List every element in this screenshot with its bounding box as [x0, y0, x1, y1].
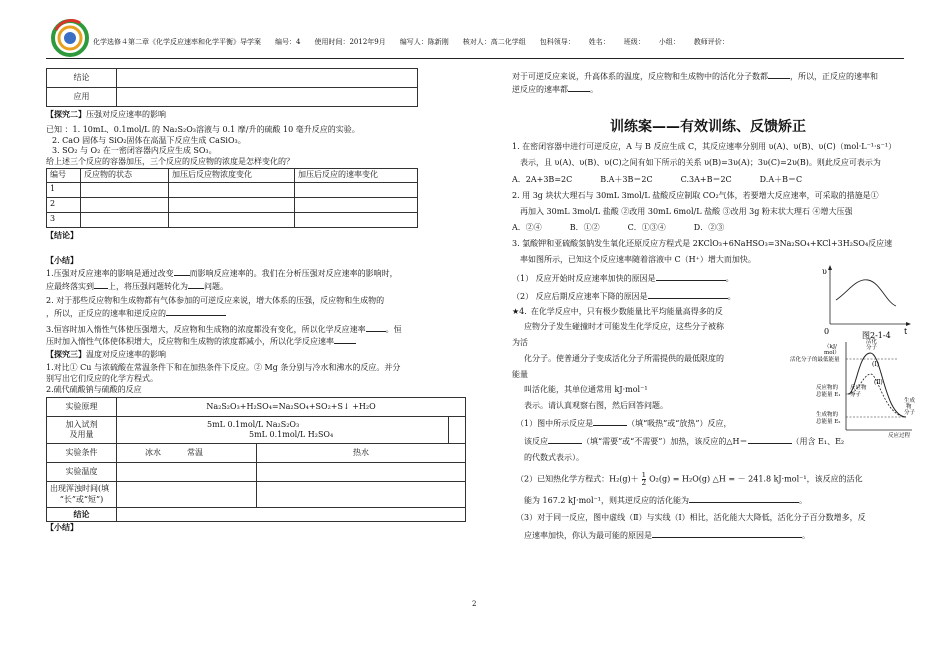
- school-logo-icon: [50, 18, 90, 58]
- fig2-reactant-3: 反应物: [850, 385, 867, 391]
- fig2-active-2: 分子: [866, 345, 878, 351]
- name-field: 姓名：: [588, 38, 610, 46]
- q2-line2: 再加入 30mL 3mol/L 盐酸 ②改用 30mL 6mol/L 盐酸 ③改用 3g 粉末状大理石 ④增大压强: [520, 206, 853, 216]
- th-rate: 加压后反应的速率变化: [295, 168, 418, 182]
- fig2-y-unit-1: （kJ/: [824, 344, 837, 350]
- q4-sub2: （2）已知热化学方程式：H₂(g)＋ $\frac{1}{2}$ O₂(g) = H₂O(g) △H = － 241.8 kJ·mol⁻¹，该反应的活化: [516, 472, 863, 488]
- rate-time-figure: [812, 262, 912, 342]
- q4-line1: ★4. 在化学反应中，只有极少数能量比平均能量高得多的反: [512, 307, 723, 317]
- summary-label: 【小结】: [46, 254, 78, 265]
- fig2-active: 活化: [866, 339, 878, 345]
- energy-profile-figure: [788, 338, 918, 438]
- fig2-product-1: 生成物的: [816, 412, 839, 418]
- q4-line6: 叫活化能，其单位通常用 kJ·mol⁻¹: [524, 385, 648, 395]
- row-2: 2: [47, 197, 81, 212]
- page-header: [0, 0, 950, 64]
- q4-sub1-end: 的代数式表示）。: [524, 452, 584, 462]
- known-3: 3. SO₂ 与 O₂ 在一密闭容器内反应生成 SO₃。: [52, 146, 217, 156]
- fig2-product-4: 物: [906, 404, 912, 410]
- header-rule: [46, 58, 904, 59]
- fig2-curve-i-label: (Ⅰ): [872, 361, 880, 368]
- fig2-x-label: 反应过程: [888, 433, 911, 438]
- serial-no: 编号：4: [275, 38, 301, 46]
- fig1-origin: 0: [824, 327, 830, 336]
- writer: 编写人：陈新刚: [399, 38, 449, 46]
- temperature-label: 实验温度: [47, 463, 117, 482]
- q4-sub2-cont: 能为 167.2 kJ·mol⁻¹，则其逆反应的活化能为 。: [524, 496, 807, 506]
- q4-line4: 化分子。使普通分子变成活化分子所需提供的最低限度的: [524, 353, 724, 363]
- course-title: 化学选修４第二章《化学反应速率和化学平衡》导学案: [93, 38, 261, 46]
- conclusion-table: [46, 68, 418, 107]
- turbidity-label: 出现浑浊时间(填 “长”或“短”): [47, 482, 117, 508]
- temperature-table: [46, 397, 466, 522]
- q1-line1: 1. 在密闭容器中进行可逆反应，A 与 B 反应生成 C，其反应速率分别用 υ(A)、υ(B)、υ(C)（mol·L⁻¹·s⁻¹）: [512, 142, 897, 152]
- page-number: 2: [472, 600, 477, 608]
- pressure-table: [46, 168, 418, 228]
- training-title: 训练案——有效训练、反馈矫正: [610, 118, 806, 135]
- q4-sub3: （3）对于同一反应，图中虚线（Ⅱ）与实线（Ⅰ）相比，活化能大大降低，活化分子百分数增多，反: [516, 513, 866, 523]
- summary-2: 2. 对于那些反应物和生成物都有气体参加的可逆反应来说，增大体系的压强，反应物和生成物的: [46, 295, 385, 305]
- q4-line5: 能量: [512, 369, 528, 379]
- known-question: 给上述三个反应的容器加压，三个反应的反应物的浓度是怎样变化的？: [46, 157, 294, 167]
- known-1: 已知 ：1. 10mL、0.1mol/L 的 Na₂S₂O₃溶液与 0.1 摩/升的硫酸 10 毫升反应的实验。: [46, 124, 360, 134]
- q2-options: A．②④ B．①② C．①③④ D．②③: [512, 223, 725, 233]
- explore3-heading: 【探究三】温度对反应速率的影响: [46, 349, 166, 360]
- q3-line2: 率如图所示，已知这个反应速率随着溶液中 C（H⁺）增大而加快。: [520, 255, 756, 265]
- q4-line7: 表示。请认真观察右图，然后回答问题。: [524, 401, 668, 411]
- explore2-heading: 【探究二】压强对反应速率的影响: [46, 109, 166, 119]
- q1-line2: 表示，且 υ(A)、υ(B)、υ(C)之间有如下所示的关系 υ(B)=3υ(A)；3υ(C)=2υ(B)。则此反应可表示为: [520, 158, 881, 168]
- fig2-top-label: 活化分子的最低能量: [790, 357, 840, 363]
- fig1-caption: 图2-1-4: [862, 331, 891, 340]
- leader: 包科领导：: [539, 38, 575, 46]
- q4-line2: 应物分子发生碰撞时才可能发生化学反应，这些分子被称: [524, 322, 724, 332]
- explore3-item1: 1.对比① Cu 与浓硫酸在常温条件下和在加热条件下反应。② Mg 条分别与冷水和沸水的反应。并分: [46, 362, 401, 372]
- summary-2-cont: ，所以，正反应的速率和逆反应的: [46, 307, 466, 320]
- teacher-eval: 教师评价：: [693, 38, 729, 46]
- principle-equation: Na₂S₂O₃+H₂SO₄=Na₂SO₄+SO₂+S↓ +H₂O: [117, 398, 466, 417]
- fig2-product-3: 生成: [904, 398, 916, 404]
- reviewer: 核对人：高二化学组: [462, 38, 526, 46]
- group-field: 小组：: [658, 38, 680, 46]
- reagent-cell: 5mL 0.1mol/L Na₂S₂O₃ 5mL 0.1mol/L H₂SO₄: [117, 417, 449, 444]
- fig2-reactant-1: 反应物的: [816, 385, 839, 391]
- row-3: 3: [47, 212, 81, 227]
- fig2-reactant-2: 总能量 E₁: [816, 392, 841, 398]
- application-cell: 应用: [47, 88, 117, 107]
- fig2-y-unit-2: mol）: [824, 350, 840, 356]
- summary2-label: 【小结】: [46, 522, 78, 533]
- condition-hot: 热水: [257, 444, 466, 463]
- summary-1: 1.压强对反应速率的影响是通过改变 而影响反应速率的。我们在分析压强对反应速率的影响时，: [46, 269, 398, 279]
- q3-sub2: （2） 反应后期反应速率下降的原因是 。: [512, 291, 736, 301]
- use-time: 使用时间：2012年9月: [314, 38, 386, 46]
- q4-sub1-cont: 该反应 （填“需要”或“不需要”）加热，该反应的△H＝ （用含 E₁、E₂: [524, 436, 845, 446]
- q2-line1: 2. 用 3g 块状大理石与 30mL 3mol/L 盐酸反应制取 CO₂气体，若要增大反应速率，可采取的措施是①: [512, 190, 879, 200]
- fig2-product-5: 分子: [904, 410, 916, 416]
- th-state: 反应物的状态: [81, 168, 169, 182]
- reagent-label: 加入试剂 及用量: [47, 417, 117, 444]
- q4-sub3-cont: 应速率加快，你认为最可能的原因是 。: [524, 531, 810, 541]
- q4-line3: 为活: [512, 338, 528, 348]
- q1-options: A．2A+3B=2C B.A＋3B＝2C C.3A+B＝2C D.A＋B＝C: [512, 175, 803, 185]
- th-no: 编号: [47, 168, 81, 182]
- condition-label: 实验条件: [47, 444, 117, 463]
- th-conc: 加压后反应物浓度变化: [169, 168, 295, 182]
- fig2-product-2: 总能量 E₂: [816, 419, 841, 425]
- fig1-y-label: υ: [822, 267, 827, 276]
- temp-intro: 对于可逆反应来说，升高体系的温度，反应物和生成物中的活化分子数都 ，所以，正反应的速率和: [512, 72, 878, 81]
- q3-sub1: （1） 反应开始时反应速率加快的原因是 。: [512, 273, 734, 283]
- q3-line1: 3. 氯酸钾和亚硫酸氢钠发生氧化还原反应方程式是 2KClO₃+6NaHSO₃=3Na₂SO₄+KCl+3H₂SO₄反应速: [512, 239, 893, 249]
- explore3-item2: 2.硫代硫酸钠与硫酸的反应: [46, 384, 142, 394]
- explore3-item1-cont: 别写出它们反应的化学方程式。: [46, 373, 158, 383]
- left-column: [46, 68, 466, 533]
- summary-1-cont: 应最终落实到 上，将压强问题转化为 问题。: [46, 282, 228, 292]
- temp-intro-cont: 逆反应的速率都 。: [512, 84, 598, 94]
- summary-3-cont: 压时加入惰性气体使体积增大，反应物和生成物的浓度都减小，所以化学反应速率: [46, 335, 466, 348]
- rate-curve: [836, 280, 896, 306]
- summary-3: 3.恒容时加入惰性气体使压强增大，反应物和生成物的浓度都没有变化，所以化学反应速率 。恒: [46, 324, 402, 334]
- known-2: 2. CaO 固体与 SiO₂固体在高温下反应生成 CaSiO₃。: [52, 135, 246, 145]
- fig2-reactant-4: 分子: [850, 392, 862, 398]
- row-1: 1: [47, 182, 81, 197]
- header-info: [93, 38, 743, 47]
- fig2-curve-ii-label: (Ⅱ): [874, 379, 883, 386]
- table-conclusion: 结论: [47, 508, 117, 522]
- condition-cold-room: 冰水 常温: [117, 444, 257, 463]
- fig1-x-label: t: [904, 327, 908, 336]
- q4-sub1: （1）图中所示反应是 （填“吸热”或“放热”）反应，: [516, 419, 732, 429]
- principle-label: 实验原理: [47, 398, 117, 417]
- conclusion-cell: 结论: [47, 69, 117, 88]
- class-field: 班级：: [623, 38, 645, 46]
- conclusion-label: 【结论】: [46, 229, 78, 240]
